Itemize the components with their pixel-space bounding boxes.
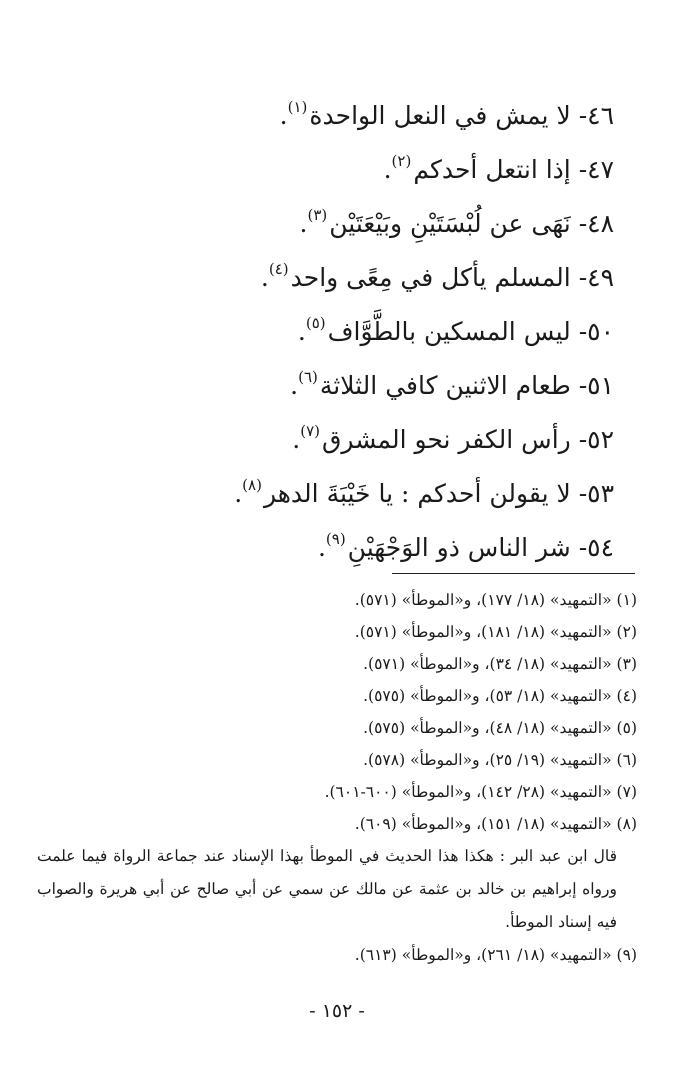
- footnote-id: (٥): [616, 719, 637, 737]
- footnote-ref: (٥): [305, 314, 326, 332]
- hadith-number: ٥٣-: [578, 479, 614, 508]
- hadith-text: ليس المسكين بالطَّوَّاف: [327, 317, 571, 346]
- footnote-text: «التمهيد» (١٨/ ١٧٧)، و«الموطأ» (٥٧١).: [354, 591, 612, 609]
- hadith-list: [34, 84, 614, 570]
- footnote-id: (٢): [616, 623, 637, 641]
- footnote-text: «التمهيد» (١٨/ ١٨١)، و«الموطأ» (٥٧١).: [354, 623, 612, 641]
- footnote-commentary: قال ابن عبد البر : هكذا هذا الحديث في الموطأ بهذا الإسناد عند جماعة الرواة فيما علمت ورواه إبراهيم بن خالد بن عثمة عن مالك عن سمي عن أبي صالح عن أبي هريرة والصواب فيه إسناد الموطأ.: [37, 847, 617, 931]
- hadith-end: .: [234, 479, 243, 508]
- footnote: [37, 584, 637, 616]
- footnote-ref: (٣): [307, 206, 328, 224]
- hadith-number: ٤٩-: [578, 263, 614, 292]
- footnote: [37, 648, 637, 680]
- hadith-line: [34, 84, 614, 138]
- footnote-id: (٧): [616, 783, 637, 801]
- footnote-text: «التمهيد» (٢٨/ ١٤٢)، و«الموطأ» (٦٠٠-٦٠١).: [324, 783, 612, 801]
- footnote-text: «التمهيد» (١٨/ ٣٤)، و«الموطأ» (٥٧١).: [363, 655, 612, 673]
- footnote-ref: (٦): [298, 368, 318, 386]
- hadith-number: ٥٢-: [578, 425, 614, 454]
- page-number: - ١٥٢ -: [309, 1000, 365, 1022]
- footnote-ref: (٧): [300, 422, 321, 440]
- footnote-ref: (٨): [242, 476, 262, 494]
- footnote-id: (٨): [616, 815, 637, 833]
- footnote-id: (٤): [616, 687, 637, 705]
- hadith-text: نَهَى عن لُبْسَتَيْنِ وبَيْعَتَيْن: [329, 209, 571, 238]
- footnote-ref: (٢): [391, 152, 412, 170]
- hadith-end: .: [383, 155, 392, 184]
- hadith-text: شر الناس ذو الوَجْهَيْنِ: [347, 533, 571, 562]
- hadith-text: إذا انتعل أحدكم: [413, 155, 571, 184]
- hadith-text: لا يمش في النعل الواحدة: [309, 101, 571, 130]
- footnote: [37, 776, 637, 808]
- footnote-id: (٣): [616, 655, 637, 673]
- footnote-id: (١): [616, 591, 637, 609]
- footnote: [37, 808, 637, 840]
- footnote-ref: (٩): [325, 530, 346, 548]
- footnote-ref: (١): [287, 98, 308, 116]
- hadith-end: .: [290, 371, 299, 400]
- hadith-text: طعام الاثنين كافي الثلاثة: [319, 371, 571, 400]
- hadith-line: [34, 192, 614, 246]
- hadith-line: [34, 300, 614, 354]
- footnote-divider: [392, 573, 635, 574]
- hadith-end: .: [297, 317, 306, 346]
- hadith-line: [34, 354, 614, 408]
- hadith-end: .: [292, 425, 301, 454]
- footnote-text: «التمهيد» (١٨/ ٢٦١)، و«الموطأ» (٦١٣).: [354, 946, 612, 964]
- hadith-line: [34, 138, 614, 192]
- footnote-id: (٩): [616, 946, 637, 964]
- hadith-text: لا يقولن أحدكم : يا خَيْبَةَ الدهر: [263, 479, 571, 508]
- hadith-end: .: [279, 101, 288, 130]
- footnote-text: «التمهيد» (١٩/ ٢٥)، و«الموطأ» (٥٧٨).: [363, 751, 612, 769]
- hadith-line: [34, 516, 614, 570]
- footnote-text: «التمهيد» (١٨/ ٤٨)، و«الموطأ» (٥٧٥).: [363, 719, 612, 737]
- hadith-number: ٤٧-: [578, 155, 614, 184]
- hadith-number: ٥١-: [578, 371, 614, 400]
- hadith-number: ٥٤-: [578, 533, 614, 562]
- footnote-ref: (٤): [268, 260, 289, 278]
- hadith-line: [34, 408, 614, 462]
- footnote: [37, 616, 637, 648]
- hadith-number: ٤٨-: [578, 209, 614, 238]
- hadith-text: رأس الكفر نحو المشرق: [322, 425, 571, 454]
- hadith-text: المسلم يأكل في مِعًى واحد: [290, 263, 571, 292]
- hadith-line: [34, 246, 614, 300]
- hadith-number: ٤٦-: [578, 101, 614, 130]
- hadith-end: .: [260, 263, 269, 292]
- footnote: [37, 744, 637, 776]
- hadith-end: .: [299, 209, 308, 238]
- hadith-line: [34, 462, 614, 516]
- hadith-end: .: [317, 533, 326, 562]
- footnote-text: «التمهيد» (١٨/ ٥٣)، و«الموطأ» (٥٧٥).: [363, 687, 612, 705]
- footnote: [37, 712, 637, 744]
- footnote-text: «التمهيد» (١٨/ ١٥١)، و«الموطأ» (٦٠٩).: [354, 815, 612, 833]
- footnote-id: (٦): [616, 751, 637, 769]
- hadith-number: ٥٠-: [578, 317, 614, 346]
- footnotes: [37, 584, 637, 971]
- footnote: [37, 939, 637, 971]
- footnote: [37, 680, 637, 712]
